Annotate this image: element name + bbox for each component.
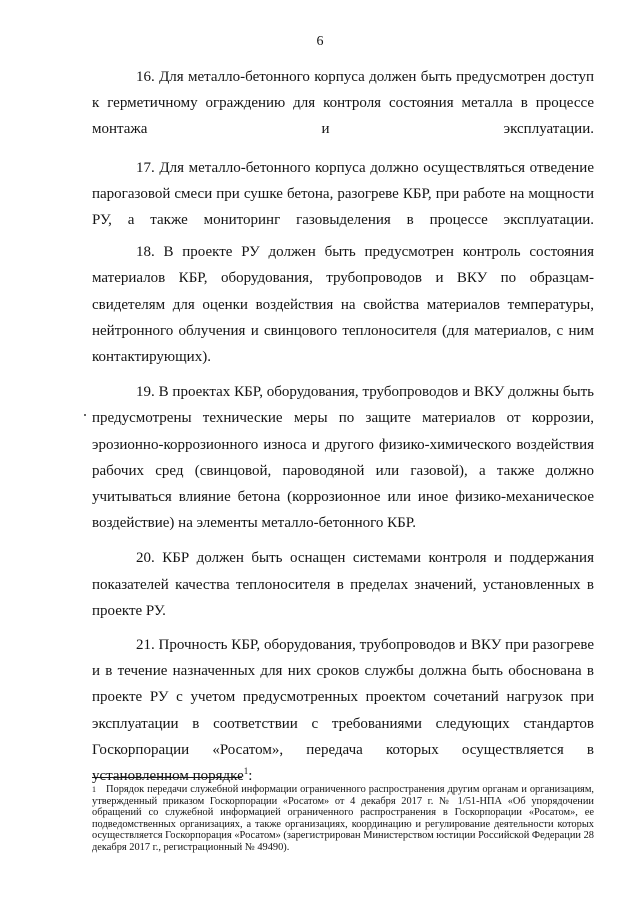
paragraph-21-colon: : (248, 768, 253, 785)
document-body (92, 64, 594, 789)
scan-speck (84, 414, 86, 416)
footnote-mark: 1 (92, 785, 96, 794)
paragraph-17: 17. Для металло-бетонного корпуса должно осуществляться отведение парогазовой смеси при сушке бетона, разогреве КБР, при работе на мощности РУ, а также мониторинг газовыделения в процессе эксплуатации. (92, 159, 594, 229)
footnote-text: Порядок передачи служебной информации ограниченного распространения другим органам и организациям, утвержденный приказом Госкорпорации «Росатом» от 4 декабря 2017 г. № 1/51-НПА «Об упорядочении обращений со служебной информацией ограниченного распространения в Госкорпорации «Росатом», ее подведомственных организациях, а также организациях, координацию и регулирование деятельности которых осуществляется Госкорпорация «Росатом» (зарегистрирован Министерством юстиции Российской Федерации 28 декабря 2017 г., регистрационный № 49490). (92, 784, 594, 853)
footnote-separator (92, 777, 242, 778)
paragraph-21 (92, 632, 594, 789)
footnote (92, 784, 594, 853)
page-number: 6 (316, 34, 324, 49)
paragraph-16: 16. Для металло-бетонного корпуса должен быть предусмотрен доступ к герметичному ограждению для контроля состояния металла в процессе монтажа и эксплуатации. (92, 69, 594, 138)
paragraph-21-text: 21. Прочность КБР, оборудования, трубопроводов и ВКУ при разогреве и в течение назначенных для них сроков службы должна быть обоснована в проекте РУ с учетом предусмотренных проектом сочетаний нагрузок при эксплуатации в соответствии с требованиями следующих стандартов Госкорпорации «Росатом», передача которых осуществляется в установленном порядке (92, 637, 594, 785)
footnote-reference: 1 (243, 766, 249, 777)
paragraph-18: 18. В проекте РУ должен быть предусмотрен контроль состояния материалов КБР, оборудования, трубопроводов и ВКУ по образцам-свидетелям для оценки воздействия на свойства материалов температуры, нейтронного облучения и свинцового теплоносителя (для материалов, с ним контактирующих). (92, 244, 594, 366)
paragraph-20: 20. КБР должен быть оснащен системами контроля и поддержания показателей качества теплоносителя в пределах значений, установленных в проекте РУ. (92, 550, 594, 619)
paragraph-19: 19. В проектах КБР, оборудования, трубопроводов и ВКУ должны быть предусмотрены технические меры по защите материалов от коррозии, эрозионно-коррозионного износа и другого физико-химического воздействия рабочих сред (свинцовой, пароводяной или газовой), а также должно учитываться влияние бетона (коррозионное или иное физико-механическое воздействие) на элементы металло-бетонного КБР. (92, 384, 594, 532)
